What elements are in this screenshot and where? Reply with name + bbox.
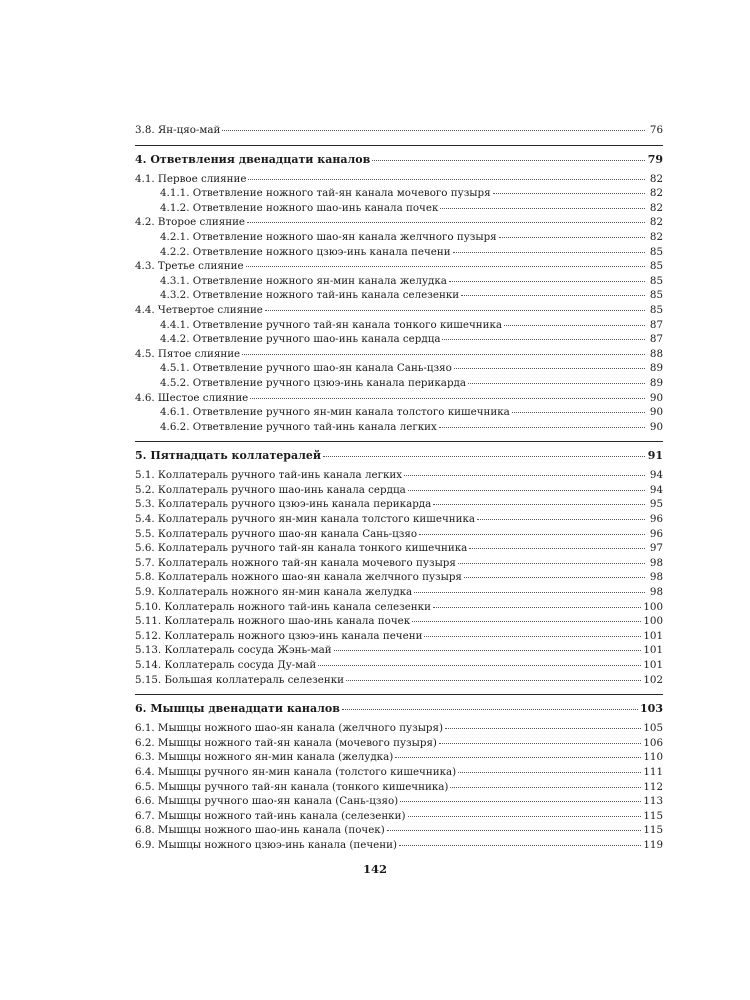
toc-chapter-title: 6. Мышцы двенадцати каналов bbox=[135, 702, 340, 716]
dot-leader bbox=[248, 175, 645, 180]
dot-leader bbox=[399, 841, 641, 846]
dot-leader bbox=[400, 797, 641, 802]
chapter-divider bbox=[135, 145, 663, 146]
toc-subsection-page-number: 82 bbox=[649, 187, 663, 200]
toc-section-title: 6.8. Мышцы ножного шао-инь канала (почек) bbox=[135, 824, 385, 837]
toc-chapter-page-number: 103 bbox=[640, 702, 663, 716]
toc-section-page-number: 105 bbox=[643, 722, 663, 735]
toc-section-title: 6.1. Мышцы ножного шао-ян канала (желчного пузыря) bbox=[135, 722, 444, 735]
toc-section-title: 5.10. Коллатераль ножного тай-инь канала селезенки bbox=[135, 600, 431, 613]
toc-section-page-number: 112 bbox=[643, 780, 663, 793]
dot-leader bbox=[458, 559, 645, 564]
dot-leader bbox=[453, 248, 645, 253]
toc-chapter[interactable] bbox=[135, 448, 663, 464]
toc-subsection-title: 4.4.1. Ответвление ручного тай-ян канала тонкого кишечника bbox=[160, 318, 503, 331]
toc-subsection-title: 4.2.1. Ответвление ножного шао-ян канала желчного пузыря bbox=[160, 230, 497, 243]
toc-section-page-number: 113 bbox=[643, 795, 663, 808]
toc-section-page-number: 100 bbox=[643, 600, 663, 613]
toc-section-page-number: 98 bbox=[649, 586, 663, 599]
toc-section[interactable] bbox=[135, 780, 663, 795]
toc-section-title: 6.2. Мышцы ножного тай-ян канала (мочевого пузыря) bbox=[135, 736, 437, 749]
toc-section-title: 4.1. Первое слияние bbox=[135, 172, 247, 185]
toc-subsection[interactable] bbox=[135, 245, 663, 260]
toc-section-title: 6.6. Мышцы ручного шао-ян канала (Сань-цзяо) bbox=[135, 795, 399, 808]
toc-section-title: 5.7. Коллатераль ножного тай-ян канала мочевого пузыря bbox=[135, 556, 456, 569]
toc-entry-page-number: 76 bbox=[649, 124, 663, 136]
toc-section[interactable] bbox=[135, 527, 663, 542]
dot-leader bbox=[372, 156, 645, 161]
toc-chapter-title: 4. Ответвления двенадцати каналов bbox=[135, 152, 371, 166]
toc-subsection-page-number: 89 bbox=[649, 362, 663, 375]
table-of-contents bbox=[135, 123, 663, 853]
toc-section-title: 5.14. Коллатераль сосуда Ду-май bbox=[135, 659, 317, 671]
toc-section-page-number: 115 bbox=[643, 824, 663, 837]
dot-leader bbox=[512, 408, 645, 413]
dot-leader bbox=[461, 291, 645, 296]
dot-leader bbox=[439, 739, 641, 744]
toc-subsection[interactable] bbox=[135, 332, 663, 347]
dot-leader bbox=[499, 233, 645, 238]
toc-section[interactable] bbox=[135, 721, 663, 736]
toc-section-page-number: 102 bbox=[643, 673, 663, 686]
toc-section[interactable] bbox=[135, 823, 663, 838]
dot-leader bbox=[439, 423, 645, 428]
dot-leader bbox=[454, 364, 645, 369]
dot-leader bbox=[493, 189, 645, 194]
toc-section-title: 5.1. Коллатераль ручного тай-инь канала легких bbox=[135, 469, 403, 482]
toc-subsection[interactable] bbox=[135, 230, 663, 245]
toc-section[interactable] bbox=[135, 736, 663, 751]
dot-leader bbox=[424, 632, 641, 637]
toc-section[interactable] bbox=[135, 259, 663, 274]
toc-chapter[interactable] bbox=[135, 701, 663, 717]
toc-section[interactable] bbox=[135, 658, 663, 673]
toc-subsection-page-number: 90 bbox=[649, 420, 663, 433]
dot-leader bbox=[323, 452, 645, 457]
toc-section[interactable] bbox=[135, 794, 663, 809]
dot-leader bbox=[404, 471, 645, 476]
toc-subsection[interactable] bbox=[135, 274, 663, 289]
dot-leader bbox=[346, 676, 641, 681]
toc-section-title: 4.5. Пятое слияние bbox=[135, 347, 241, 360]
toc-section-title: 4.4. Четвертое слияние bbox=[135, 303, 263, 316]
toc-section-page-number: 95 bbox=[649, 498, 663, 511]
dot-leader bbox=[318, 661, 641, 666]
dot-leader bbox=[222, 126, 645, 131]
toc-section[interactable] bbox=[135, 585, 663, 600]
dot-leader bbox=[412, 617, 641, 622]
toc-section[interactable] bbox=[135, 673, 663, 688]
toc-section-page-number: 100 bbox=[643, 615, 663, 628]
dot-leader bbox=[247, 218, 645, 223]
page-number: 142 bbox=[362, 862, 387, 876]
toc-section[interactable] bbox=[135, 483, 663, 498]
toc-section[interactable] bbox=[135, 172, 663, 187]
toc-section-title: 5.2. Коллатераль ручного шао-инь канала сердца bbox=[135, 483, 406, 496]
toc-section-page-number: 101 bbox=[643, 644, 663, 657]
toc-section-title: 5.9. Коллатераль ножного ян-мин канала желудка bbox=[135, 586, 413, 599]
toc-subsection[interactable] bbox=[135, 201, 663, 216]
toc-section[interactable] bbox=[135, 570, 663, 585]
toc-section-title: 5.6. Коллатераль ручного тай-ян канала тонкого кишечника bbox=[135, 542, 468, 555]
dot-leader bbox=[458, 768, 641, 773]
dot-leader bbox=[265, 306, 645, 311]
toc-subsection-title: 4.6.2. Ответвление ручного тай-инь канала легких bbox=[160, 420, 437, 433]
toc-subsection[interactable] bbox=[135, 376, 663, 391]
toc-subsection-page-number: 87 bbox=[649, 318, 663, 331]
toc-section[interactable] bbox=[135, 391, 663, 406]
toc-subsection-page-number: 82 bbox=[649, 230, 663, 243]
toc-section-title: 6.7. Мышцы ножного тай-инь канала (селезенки) bbox=[135, 809, 406, 822]
toc-section-title: 6.9. Мышцы ножного цзюэ-инь канала (печени) bbox=[135, 838, 397, 851]
toc-section[interactable] bbox=[135, 614, 663, 629]
toc-section-page-number: 97 bbox=[649, 542, 663, 555]
toc-section-page-number: 101 bbox=[643, 629, 663, 642]
toc-section-page-number: 94 bbox=[649, 469, 663, 482]
toc-section-title: 5.8. Коллатераль ножного шао-ян канала желчного пузыря bbox=[135, 571, 462, 584]
dot-leader bbox=[449, 277, 645, 282]
dot-leader bbox=[342, 705, 638, 710]
dot-leader bbox=[414, 588, 645, 593]
toc-subsection[interactable] bbox=[135, 288, 663, 303]
toc-subsection-page-number: 85 bbox=[649, 289, 663, 302]
toc-subsection-page-number: 87 bbox=[649, 333, 663, 346]
toc-section[interactable] bbox=[135, 303, 663, 318]
toc-section-page-number: 98 bbox=[649, 571, 663, 584]
toc-subsection-page-number: 85 bbox=[649, 274, 663, 287]
toc-section[interactable] bbox=[135, 838, 663, 853]
dot-leader bbox=[408, 812, 642, 817]
dot-leader bbox=[440, 204, 645, 209]
toc-section[interactable] bbox=[135, 600, 663, 615]
toc-section-page-number: 90 bbox=[649, 391, 663, 404]
toc-section-title: 6.5. Мышцы ручного тай-ян канала (тонкого кишечника) bbox=[135, 780, 449, 793]
dot-leader bbox=[468, 379, 645, 384]
dot-leader bbox=[477, 515, 645, 520]
dot-leader bbox=[395, 753, 641, 758]
toc-subsection[interactable] bbox=[135, 318, 663, 333]
chapter-divider bbox=[135, 694, 663, 695]
toc-section-page-number: 85 bbox=[649, 260, 663, 273]
toc-subsection-title: 4.2.2. Ответвление ножного цзюэ-инь канала печени bbox=[160, 245, 451, 258]
toc-subsection-title: 4.5.2. Ответвление ручного цзюэ-инь канала перикарда bbox=[160, 376, 467, 389]
dot-leader bbox=[504, 321, 645, 326]
toc-section-page-number: 82 bbox=[649, 216, 663, 229]
toc-section-title: 6.3. Мышцы ножного ян-мин канала (желудка) bbox=[135, 751, 394, 764]
toc-chapter-page-number: 91 bbox=[647, 449, 663, 463]
toc-section-page-number: 82 bbox=[649, 172, 663, 185]
toc-subsection[interactable] bbox=[135, 405, 663, 420]
toc-section-page-number: 119 bbox=[643, 838, 663, 851]
toc-chapter[interactable] bbox=[135, 152, 663, 168]
toc-subsection-page-number: 90 bbox=[649, 406, 663, 419]
toc-entry[interactable] bbox=[135, 123, 663, 138]
dot-leader bbox=[408, 486, 645, 491]
dot-leader bbox=[242, 350, 645, 355]
toc-section-page-number: 85 bbox=[649, 303, 663, 316]
toc-subsection[interactable] bbox=[135, 361, 663, 376]
dot-leader bbox=[250, 394, 645, 399]
toc-section-title: 5.4. Коллатераль ручного ян-мин канала толстого кишечника bbox=[135, 513, 476, 526]
toc-section[interactable] bbox=[135, 512, 663, 527]
dot-leader bbox=[334, 646, 642, 651]
toc-section-page-number: 111 bbox=[643, 765, 663, 778]
toc-section-title: 6.4. Мышцы ручного ян-мин канала (толстого кишечника) bbox=[135, 765, 457, 778]
toc-section-title: 5.15. Большая коллатераль селезенки bbox=[135, 673, 345, 686]
toc-section[interactable] bbox=[135, 750, 663, 765]
toc-section-title: 4.3. Третье слияние bbox=[135, 260, 244, 273]
toc-section[interactable] bbox=[135, 468, 663, 483]
toc-section[interactable] bbox=[135, 643, 663, 658]
toc-section-page-number: 98 bbox=[649, 556, 663, 569]
toc-section-page-number: 101 bbox=[643, 659, 663, 671]
toc-subsection-title: 4.3.1. Ответвление ножного ян-мин канала желудка bbox=[160, 274, 447, 287]
toc-subsection-title: 4.6.1. Ответвление ручного ян-мин канала толстого кишечника bbox=[160, 406, 510, 419]
dot-leader bbox=[450, 783, 641, 788]
toc-section-title: 5.11. Коллатераль ножного шао-инь канала почек bbox=[135, 615, 411, 628]
toc-section[interactable] bbox=[135, 347, 663, 362]
toc-subsection-title: 4.1.2. Ответвление ножного шао-инь канала почек bbox=[160, 201, 439, 214]
dot-leader bbox=[419, 530, 645, 535]
toc-section-page-number: 96 bbox=[649, 527, 663, 540]
dot-leader bbox=[433, 500, 645, 505]
dot-leader bbox=[445, 724, 641, 729]
toc-subsection[interactable] bbox=[135, 420, 663, 435]
toc-section-title: 4.2. Второе слияние bbox=[135, 216, 246, 229]
toc-section-title: 5.12. Коллатераль ножного цзюэ-инь канала печени bbox=[135, 629, 423, 642]
dot-leader bbox=[387, 826, 642, 831]
toc-section[interactable] bbox=[135, 556, 663, 571]
toc-section[interactable] bbox=[135, 215, 663, 230]
toc-section-title: 5.5. Коллатераль ручного шао-ян канала Сань-цзяо bbox=[135, 527, 418, 540]
toc-subsection-page-number: 85 bbox=[649, 245, 663, 258]
toc-section-page-number: 96 bbox=[649, 513, 663, 526]
chapter-divider bbox=[135, 441, 663, 442]
toc-subsection-page-number: 82 bbox=[649, 201, 663, 214]
toc-section-page-number: 106 bbox=[643, 736, 663, 749]
toc-subsection-title: 4.1.1. Ответвление ножного тай-ян канала мочевого пузыря bbox=[160, 187, 491, 200]
dot-leader bbox=[469, 544, 645, 549]
toc-entry-title: 3.8. Ян-цяо-май bbox=[135, 124, 221, 136]
toc-section-title: 5.3. Коллатераль ручного цзюэ-инь канала перикарда bbox=[135, 498, 432, 511]
dot-leader bbox=[442, 335, 645, 340]
toc-section-title: 4.6. Шестое слияние bbox=[135, 391, 249, 404]
dot-leader bbox=[433, 603, 641, 608]
toc-section-page-number: 94 bbox=[649, 483, 663, 496]
toc-section[interactable] bbox=[135, 765, 663, 780]
toc-section-page-number: 88 bbox=[649, 347, 663, 360]
toc-subsection-page-number: 89 bbox=[649, 376, 663, 389]
dot-leader bbox=[464, 573, 645, 578]
dot-leader bbox=[246, 262, 645, 267]
toc-section-page-number: 110 bbox=[643, 751, 663, 764]
toc-subsection[interactable] bbox=[135, 186, 663, 201]
toc-section-page-number: 115 bbox=[643, 809, 663, 822]
toc-subsection-title: 4.3.2. Ответвление ножного тай-инь канала селезенки bbox=[160, 289, 460, 302]
toc-section[interactable] bbox=[135, 629, 663, 644]
toc-section[interactable] bbox=[135, 809, 663, 824]
toc-subsection-title: 4.5.1. Ответвление ручного шао-ян канала Сань-цзяо bbox=[160, 362, 452, 375]
toc-section[interactable] bbox=[135, 497, 663, 512]
toc-section-title: 5.13. Коллатераль сосуда Жэнь-май bbox=[135, 644, 332, 657]
toc-section[interactable] bbox=[135, 541, 663, 556]
toc-chapter-title: 5. Пятнадцать коллатералей bbox=[135, 449, 321, 463]
toc-subsection-title: 4.4.2. Ответвление ручного шао-инь канала сердца bbox=[160, 333, 441, 346]
toc-chapter-page-number: 79 bbox=[647, 152, 663, 166]
